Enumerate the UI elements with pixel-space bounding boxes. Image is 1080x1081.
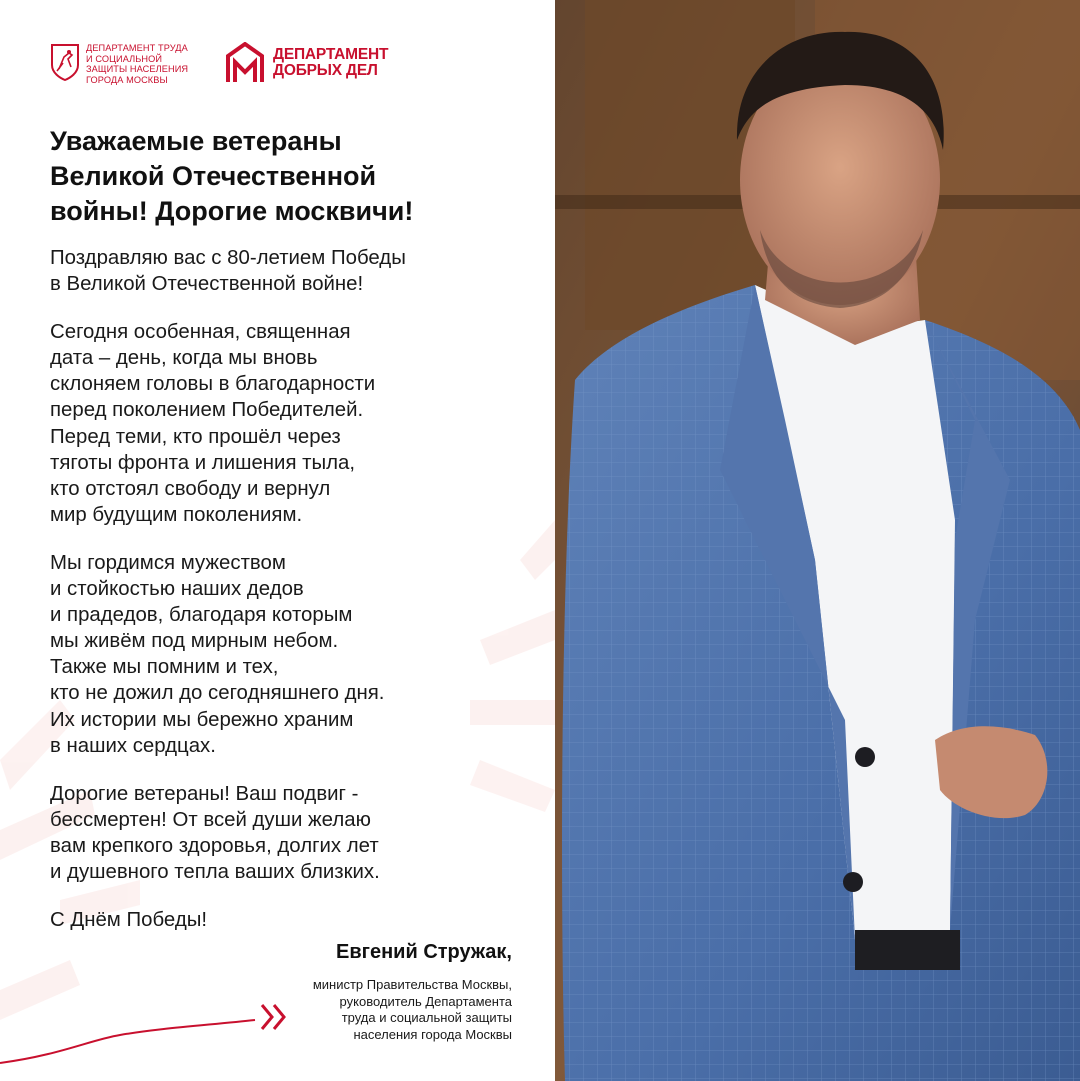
text-line: вам крепкого здоровья, долгих лет (50, 834, 379, 857)
text-line: в наших сердцах. (50, 734, 216, 757)
text-line: и душевного тепла ваших близких. (50, 860, 380, 883)
text-line: перед поколением Победителей. (50, 399, 364, 422)
title-line: войны! Дорогие москвичи! (50, 196, 414, 226)
text-line: мы живём под мирным небом. (50, 630, 339, 653)
text-line: кто отстоял свободу и вернул (50, 477, 331, 500)
text-line: Поздравляю вас с 80-летием Победы (50, 247, 406, 269)
logo-line: ГОРОДА МОСКВЫ (86, 74, 168, 85)
signature-role (313, 977, 512, 1043)
text-line: тяготы фронта и лишения тыла, (50, 451, 356, 474)
paragraph-sacred-date (50, 319, 530, 528)
greeting-body (50, 245, 530, 955)
logo-good-deeds (225, 42, 388, 84)
greeting-title (50, 124, 530, 229)
logo-line: ДЕПАРТАМЕНТ ТРУДА (86, 43, 188, 53)
paragraph-congrats (50, 245, 530, 297)
text-line: и стойкостью наших дедов (50, 578, 304, 601)
signature-name: Евгений Стружак, (336, 941, 512, 963)
title-line: Великой Отечественной (50, 161, 377, 191)
text-line: Мы гордимся мужеством (50, 551, 286, 574)
paragraph-victory-day (50, 907, 530, 933)
logo-dept-labor-social (50, 43, 220, 87)
text-line: и прадедов, благодаря которым (50, 604, 353, 627)
text-line: дата – день, когда мы вновь (50, 347, 318, 370)
text-line: Их истории мы бережно храним (50, 708, 354, 731)
logo-dept-labor-text (86, 43, 188, 85)
role-line: министр Правительства Москвы, (312, 977, 512, 992)
good-deeds-m-house-icon (225, 42, 265, 84)
text-line: Сегодня особенная, священная (50, 321, 351, 344)
decorative-chevron-line-icon (0, 995, 300, 1065)
moscow-coat-of-arms-icon (50, 43, 80, 81)
logo-line: И СОЦИАЛЬНОЙ (86, 53, 163, 64)
text-line: в Великой Отечественной войне! (50, 273, 364, 296)
role-line: руководитель Департамента (339, 993, 512, 1009)
text-line: Дорогие ветераны! Ваш подвиг - (50, 782, 359, 805)
role-line: труда и социальной защиты (341, 1010, 512, 1026)
text-line: склоняем головы в благодарности (50, 373, 376, 396)
paragraph-pride (50, 550, 530, 759)
logo-line: ЗАЩИТЫ НАСЕЛЕНИЯ (86, 64, 189, 75)
text-line: мир будущим поколениям. (50, 503, 303, 526)
logo-good-deeds-text (273, 47, 388, 79)
portrait-photo (555, 0, 1080, 1081)
text-line: бессмертен! От всей души желаю (50, 808, 371, 831)
logo-line: ДОБРЫХ ДЕЛ (273, 62, 378, 79)
paragraph-wishes (50, 781, 530, 885)
role-line: населения города Москвы (353, 1026, 512, 1042)
text-line: Перед теми, кто прошёл через (50, 425, 341, 448)
portrait-panel (555, 0, 1080, 1081)
text-line: кто не дожил до сегодняшнего дня. (50, 682, 385, 705)
text-line: Также мы помним и тех, (50, 656, 279, 679)
title-line: Уважаемые ветераны (50, 126, 342, 156)
text-line: С Днём Победы! (50, 909, 208, 932)
logo-line: ДЕПАРТАМЕНТ (273, 46, 389, 63)
